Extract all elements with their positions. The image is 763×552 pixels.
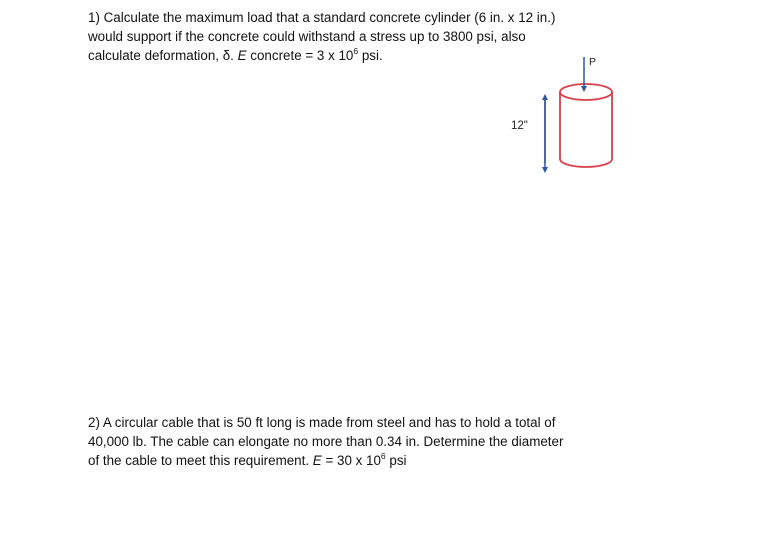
problem-1-line-3-mid: concrete = 3 x 10 — [246, 48, 354, 63]
problem-2-line-3-mid: = 30 x 10 — [321, 453, 381, 468]
problem-2-line-3-end: psi — [385, 453, 407, 468]
problem-2-line-1: 2) A circular cable that is 50 ft long is made from steel and has to hold a total of — [88, 415, 556, 430]
problem-1-line-3-start: calculate deformation, δ. — [88, 48, 238, 63]
problem-2-line-3 — [88, 451, 628, 470]
cylinder-diagram-svg — [505, 45, 635, 185]
cylinder-top — [560, 84, 612, 100]
problem-1-line-1: 1) Calculate the maximum load that a standard concrete cylinder (6 in. x 12 in.) — [88, 10, 556, 25]
load-label: P — [589, 56, 597, 68]
concrete-cylinder — [560, 84, 612, 167]
modulus-symbol: E — [312, 453, 322, 468]
modulus-symbol: E — [237, 48, 247, 63]
height-label: 12" — [511, 120, 528, 132]
cylinder-diagram — [505, 45, 635, 185]
cylinder-walls — [560, 92, 612, 167]
exponent: 6 — [380, 450, 386, 461]
problem-1-line-2: would support if the concrete could withstand a stress up to 3800 psi, also — [88, 29, 526, 44]
problem-1-line-3-end: psi. — [358, 48, 383, 63]
problem-2-line-3-start: of the cable to meet this requirement. — [88, 453, 313, 468]
problem-2-line-2: 40,000 lb. The cable can elongate no more than 0.34 in. Determine the diameter — [88, 434, 564, 449]
problem-2-text — [88, 413, 628, 470]
exponent: 6 — [353, 45, 359, 56]
